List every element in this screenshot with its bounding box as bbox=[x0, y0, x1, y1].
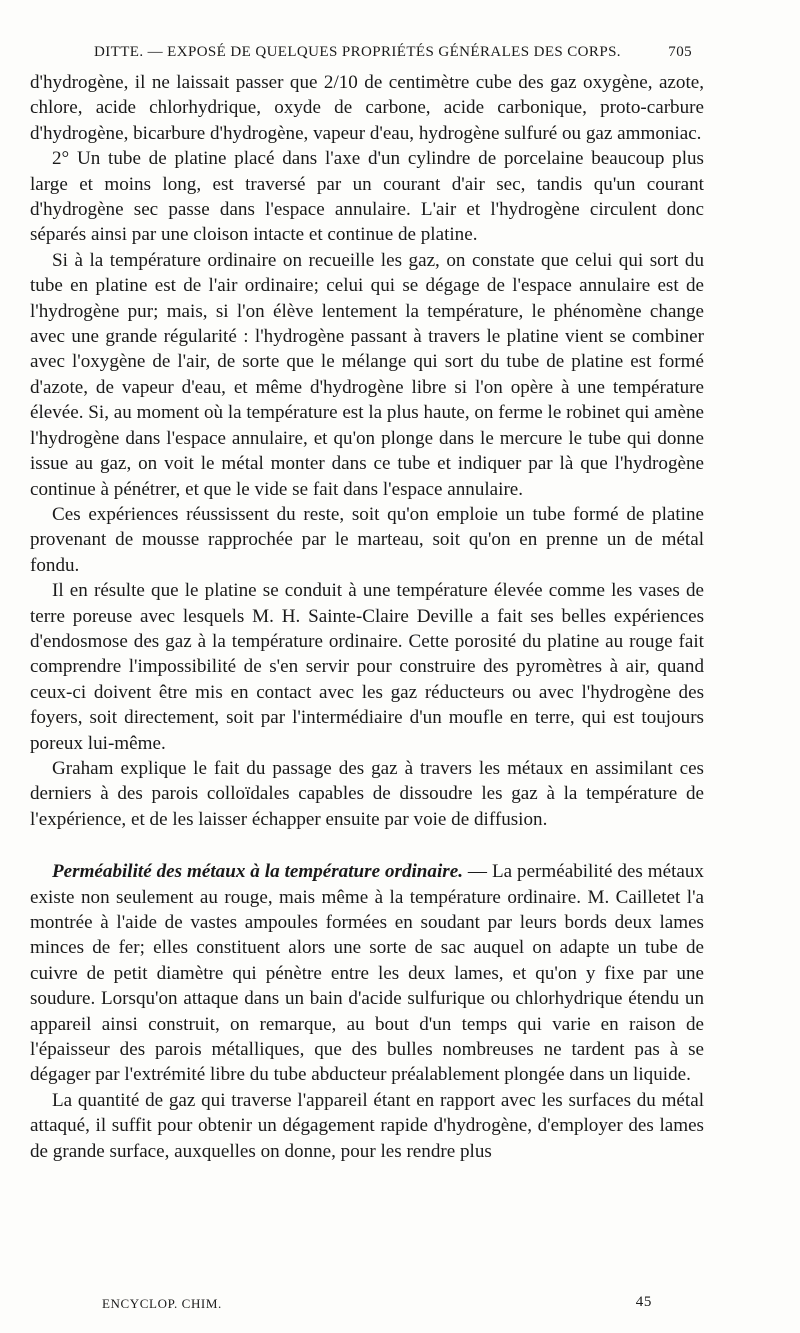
section-heading: Perméabilité des métaux à la température ordinaire. bbox=[52, 861, 463, 883]
paragraph-temperature: Si à la température ordinaire on recueille les gaz, on constate que celui qui sort du tube en platine est de l'air ordinaire; celui qui se dégage de l'espace annulaire est de l'hydrogène pur; mais, si l'on élève lentement la température, le phénomène change avec une grande régularité : l'hydrogène passant à travers le platine vient se combiner avec l'oxygène de l'air, de sorte que le mélange qui sort du tube de platine est formé d'azote, de vapeur d'eau, et même d'hydrogène libre si l'on opère à une température élevée. Si, au moment où la température est la plus haute, on ferme le robinet qui amène l'hydrogène dans l'espace annulaire, et qu'on plonge dans le mercure le tube qui donne issue au gaz, on voit le métal monter dans ce tube et indiquer par là que l'hydrogène continue à pénétrer, et que le vide se fait dans l'espace annulaire. bbox=[30, 249, 704, 500]
page-number: 705 bbox=[668, 44, 692, 60]
page-footer bbox=[42, 1296, 692, 1316]
sheet-number: 45 bbox=[635, 1294, 652, 1310]
running-head bbox=[42, 44, 692, 66]
paragraph-permeability-section bbox=[30, 859, 704, 1088]
paragraph-experiments-success: Ces expériences réussissent du reste, soit qu'on emploie un tube formé de platine provenant de mousse rapprochée par le marteau, soit qu'on en prenne un de métal fondu. bbox=[30, 503, 704, 576]
signature-mark: ENCYCLOP. CHIM. bbox=[102, 1296, 222, 1311]
body-text bbox=[30, 70, 704, 1164]
paragraph-gas-quantity: La quantité de gaz qui traverse l'appareil étant en rapport avec les surfaces du métal attaqué, il suffit pour obtenir un dégagement rapide d'hydrogène, d'employer des lames de grande surface, auxquelles on donne, pour les rendre plus bbox=[30, 1089, 704, 1162]
paragraph-porosity: Il en résulte que le platine se conduit à une température élevée comme les vases de terre poreuse avec lesquels M. H. Sainte-Claire Deville a fait ses belles expériences d'endosmose des gaz à la température ordinaire. Cette porosité du platine au rouge fait comprendre l'impossibilité de s'en servir pour construire des pyromètres à air, quand ceux-ci doivent être mis en contact avec les gaz réducteurs ou avec l'hydrogène des foyers, soit directement, soit par l'intermédiaire d'un moufle en terre, qui est toujours poreux lui-même. bbox=[30, 580, 704, 754]
running-head-title: DITTE. — EXPOSÉ DE QUELQUES PROPRIÉTÉS GÉNÉRALES DES CORPS. bbox=[94, 44, 621, 60]
paragraph-graham: Graham explique le fait du passage des gaz à travers les métaux en assimilant ces derniers à des parois colloïdales capables de dissoudre les gaz à la température de l'expérience, et de les laisser échapper ensuite par voie de diffusion. bbox=[30, 757, 704, 830]
paragraph-continuation: d'hydrogène, il ne laissait passer que 2/10 de centimètre cube des gaz oxygène, azote, chlore, acide chlorhydrique, oxyde de carbone, acide carbonique, proto-carbure d'hydrogène, bicarbure d'hydrogène, vapeur d'eau, hydrogène sulfuré ou gaz ammoniac. bbox=[30, 72, 704, 144]
paragraph-experiment-2: 2° Un tube de platine placé dans l'axe d'un cylindre de porcelaine beaucoup plus large et moins long, est traversé par un courant d'air sec, tandis qu'un courant d'hydrogène sec passe dans l'espace annulaire. L'air et l'hydrogène circulent donc séparés ainsi par une cloison intacte et continue de platine. bbox=[30, 148, 704, 246]
section-body-text: — La perméabilité des métaux existe non seulement au rouge, mais même à la température ordinaire. M. Cailletet l'a montrée à l'aide de vastes ampoules formées en soudant par leurs bords deux lames minces de fer; elles constituent alors une sorte de sac auquel on adapte un tube de cuivre de petit diamètre qui pénètre entre les deux lames, et qu'on y fixe par une soudure. Lorsqu'on attaque dans un bain d'acide sulfurique ou chlorhydrique étendu un appareil ainsi construit, on remarque, au bout d'un temps qui varie en raison de l'épaisseur des parois métalliques, que des bulles nombreuses ne tardent pas à se dégager par l'extrémité libre du tube abducteur préalablement plongée dans un liquide. bbox=[30, 861, 704, 1086]
